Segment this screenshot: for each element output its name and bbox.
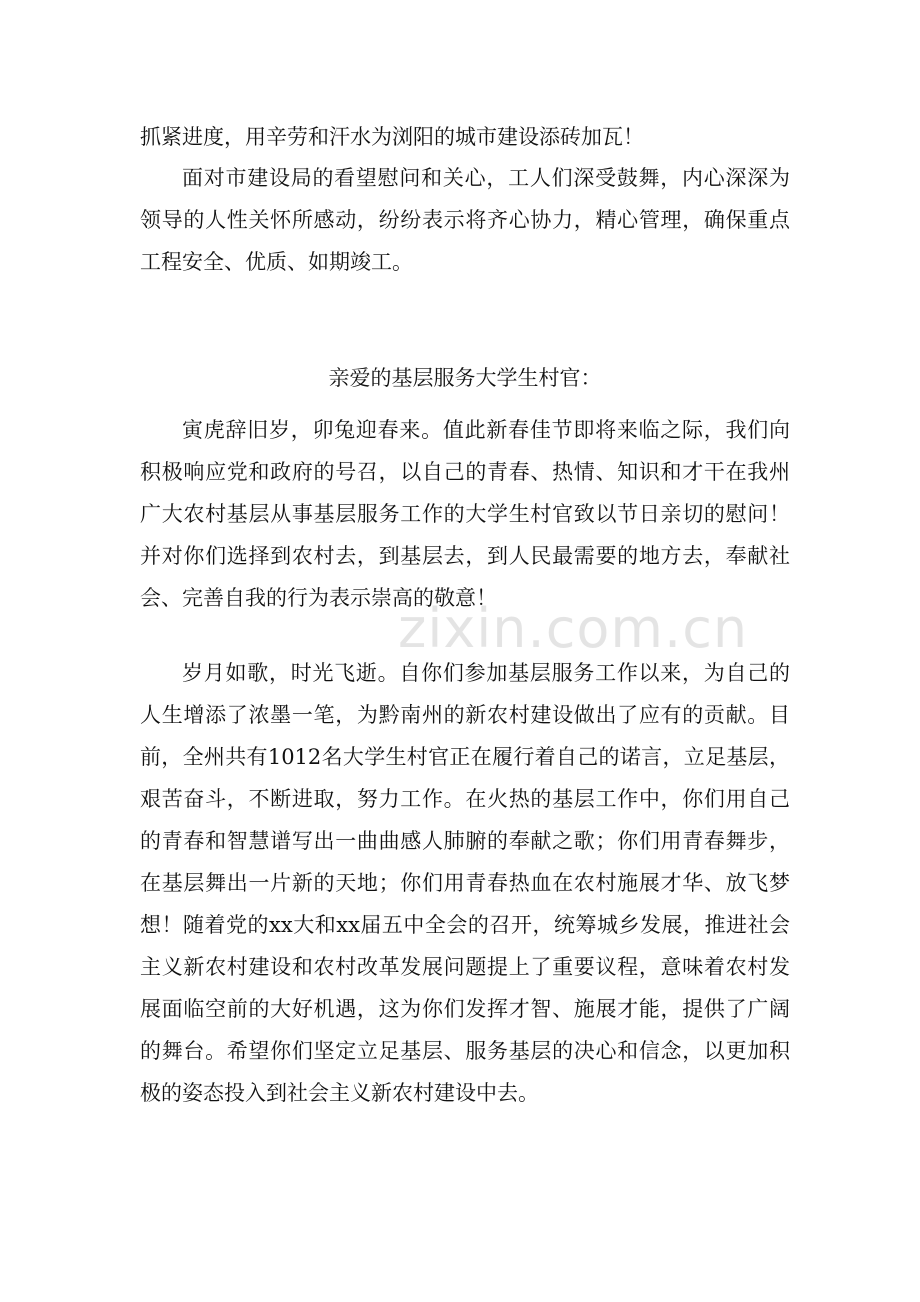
watermark-text: zixin.com.cn [398, 597, 749, 660]
new-year-paragraph-block [140, 409, 790, 619]
years-paragraph-block [140, 652, 790, 1114]
continuation-paragraph-block [140, 116, 790, 158]
new-year-paragraph: 寅虎辞旧岁，卯兔迎春来。值此新春佳节即将来临之际，我们向积极响应党和政府的号召，以自己的青春、热情、知识和才干在我州广大农村基层从事基层服务工作的大学生村官致以节日亲切的慰问！并对你们选择到农村去，到基层去，到人民最需要的地方去，奉献社会、完善自我的行为表示崇高的敬意！ [140, 418, 790, 610]
continuation-paragraph: 抓紧进度，用辛劳和汗水为浏阳的城市建设添砖加瓦！ [140, 125, 644, 149]
workers-paragraph-block [140, 157, 790, 283]
years-paragraph: 岁月如歌，时光飞逝。自你们参加基层服务工作以来，为自己的人生增添了浓墨一笔，为黔南州的新农村建设做出了应有的贡献。目前，全州共有1012名大学生村官正在履行着自己的诺言，立足基层，艰苦奋斗，不断进取，努力工作。在火热的基层工作中，你们用自己的青春和智慧谱写出一曲曲感人肺腑的奉献之歌；你们用青春舞步，在基层舞出一片新的天地；你们用青春热血在农村施展才华、放飞梦想！随着党的xx大和xx届五中全会的召开，统筹城乡发展，推进社会主义新农村建设和农村改革发展问题提上了重要议程，意味着农村发展面临空前的大好机遇，这为你们发挥才智、施展才能，提供了广阔的舞台。希望你们坚定立足基层、服务基层的决心和信念，以更加积极的姿态投入到社会主义新农村建设中去。 [140, 661, 790, 1105]
letter-greeting-block [140, 357, 790, 399]
workers-paragraph: 面对市建设局的看望慰问和关心，工人们深受鼓舞，内心深深为领导的人性关怀所感动，纷纷表示将齐心协力，精心管理，确保重点工程安全、优质、如期竣工。 [140, 166, 790, 274]
letter-greeting: 亲爱的基层服务大学生村官： [328, 366, 602, 390]
